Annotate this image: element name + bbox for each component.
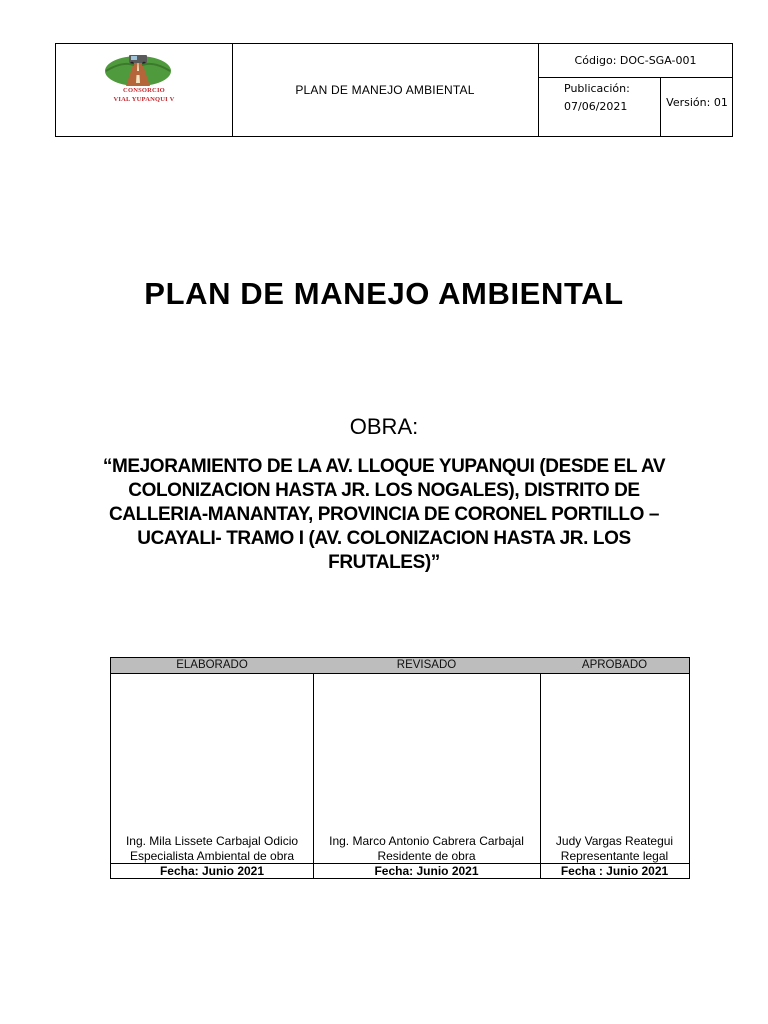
column-heading: APROBADO (540, 658, 689, 674)
signature-date: Fecha : Junio 2021 (540, 863, 689, 879)
project-line: “MEJORAMIENTO DE LA AV. LLOQUE YUPANQUI (DESDE EL AV (102, 456, 666, 477)
signer-role: Residente de obra (377, 849, 476, 863)
project-line: CALLERIA-MANANTAY, PROVINCIA DE CORONEL PORTILLO – (108, 504, 660, 525)
signer-name: Judy Vargas Reategui (555, 834, 674, 848)
signer-name: Ing. Marco Antonio Cabrera Carbajal (329, 834, 524, 848)
document-code: Código: DOC-SGA-001 (538, 44, 733, 78)
document-header-table (55, 43, 733, 137)
signer-name: Ing. Mila Lissete Carbajal Odicio (125, 834, 299, 848)
logo-text-line2: VIAL YUPANQUI V (113, 96, 175, 103)
signature-column-aprobado (540, 658, 689, 878)
publication-label: Publicación: (564, 82, 630, 95)
main-title: PLAN DE MANEJO AMBIENTAL (144, 276, 624, 311)
signature-date: Fecha: Junio 2021 (313, 863, 540, 879)
header-title: PLAN DE MANEJO AMBIENTAL (232, 44, 539, 136)
publication-date: 07/06/2021 (564, 100, 628, 113)
signer-role: Especialista Ambiental de obra (129, 849, 295, 863)
obra-label: OBRA: (349, 414, 419, 439)
signatures-table (110, 657, 690, 879)
project-line: COLONIZACION HASTA JR. LOS NOGALES), DISTRITO DE (128, 480, 640, 501)
project-description (80, 455, 688, 575)
column-heading: ELABORADO (111, 658, 313, 674)
column-heading: REVISADO (313, 658, 540, 674)
signature-date: Fecha: Junio 2021 (111, 863, 313, 879)
version: Versión: 01 (666, 96, 728, 109)
signature-column-revisado (313, 658, 541, 878)
project-line: UCAYALI- TRAMO I (AV. COLONIZACION HASTA JR. LOS (137, 528, 631, 549)
project-line: FRUTALES)” (328, 552, 440, 573)
signer-role: Representante legal (560, 849, 669, 863)
logo-cell (56, 44, 233, 136)
logo-text-line1: CONSORCIO (123, 87, 165, 94)
signature-column-elaborado (111, 658, 314, 878)
consortium-logo-icon (104, 53, 172, 87)
publication-cell (538, 77, 661, 136)
